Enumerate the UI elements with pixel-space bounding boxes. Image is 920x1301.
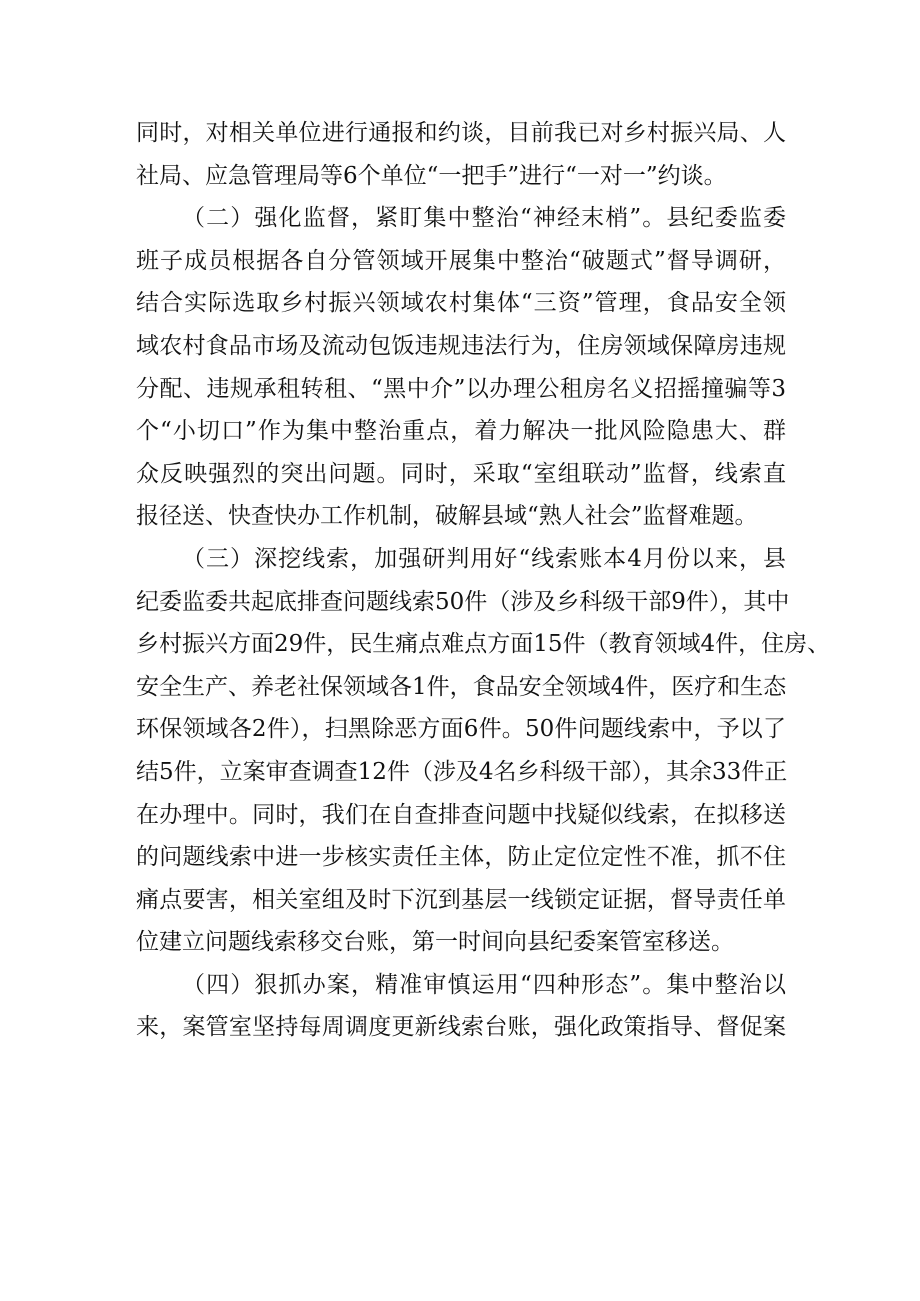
text-line: 班子成员根据各自分管领域开展集中整治“破题式”督导调研，: [136, 247, 786, 274]
document-body: [136, 112, 831, 1049]
text-line: （三）深挖线索，加强研判用好“线索账本4月份以来，县: [182, 545, 786, 572]
text-line: 分配、违规承租转租、“黑中介”以办理公租房名义招摇撞骗等3: [136, 375, 786, 402]
text-line: 众反映强烈的突出问题。同时，采取“室组联动”监督，线索直: [136, 460, 786, 487]
text-line: 社局、应急管理局等6个单位“一把手”进行“一对一”约谈。: [136, 162, 727, 189]
text-line: 个“小切口”作为集中整治重点，着力解决一批风险隐患大、群: [136, 418, 786, 445]
text-line: （二）强化监督，紧盯集中整治“神经末梢”。县纪委监委: [182, 205, 786, 232]
text-line: 结5件，立案审查调查12件（涉及4名乡科级干部），其余33件正: [136, 758, 788, 785]
text-line: 乡村振兴方面29件，民生痛点难点方面15件（教育领域4件，住房、: [136, 631, 831, 658]
text-line: 域农村食品市场及流动包饭违规违法行为，住房领域保障房违规: [136, 332, 786, 359]
text-line: 来，案管室坚持每周调度更新线索台账，强化政策指导、督促案: [136, 1014, 786, 1041]
text-line: 在办理中。同时，我们在自查排查问题中找疑似线索，在拟移送: [136, 801, 786, 828]
text-line: 纪委监委共起底排查问题线索50件（涉及乡科级干部9件），其中: [136, 588, 790, 615]
text-line: 的问题线索中进一步核实责任主体，防止定位定性不准，抓不住: [136, 844, 786, 871]
text-line: 环保领域各2件），扫黑除恶方面6件。50件问题线索中，予以了: [136, 716, 786, 743]
text-line: 位建立问题线索移交台账，第一时间向县纪委案管室移送。: [136, 929, 734, 956]
text-line: 安全生产、养老社保领域各1件，食品安全领域4件，医疗和生态: [136, 673, 787, 700]
text-line: 结合实际选取乡村振兴领域农村集体“三资”管理，食品安全领: [136, 290, 786, 317]
text-line: 同时，对相关单位进行通报和约谈，目前我已对乡村振兴局、人: [136, 120, 786, 146]
text-line: 报径送、快查快办工作机制，破解县域“熟人社会”监督难题。: [136, 503, 758, 530]
text-line: （四）狠抓办案，精准审慎运用“四种形态”。集中整治以: [182, 971, 786, 998]
text-line: 痛点要害，相关室组及时下沉到基层一线锁定证据，督导责任单: [136, 886, 786, 913]
